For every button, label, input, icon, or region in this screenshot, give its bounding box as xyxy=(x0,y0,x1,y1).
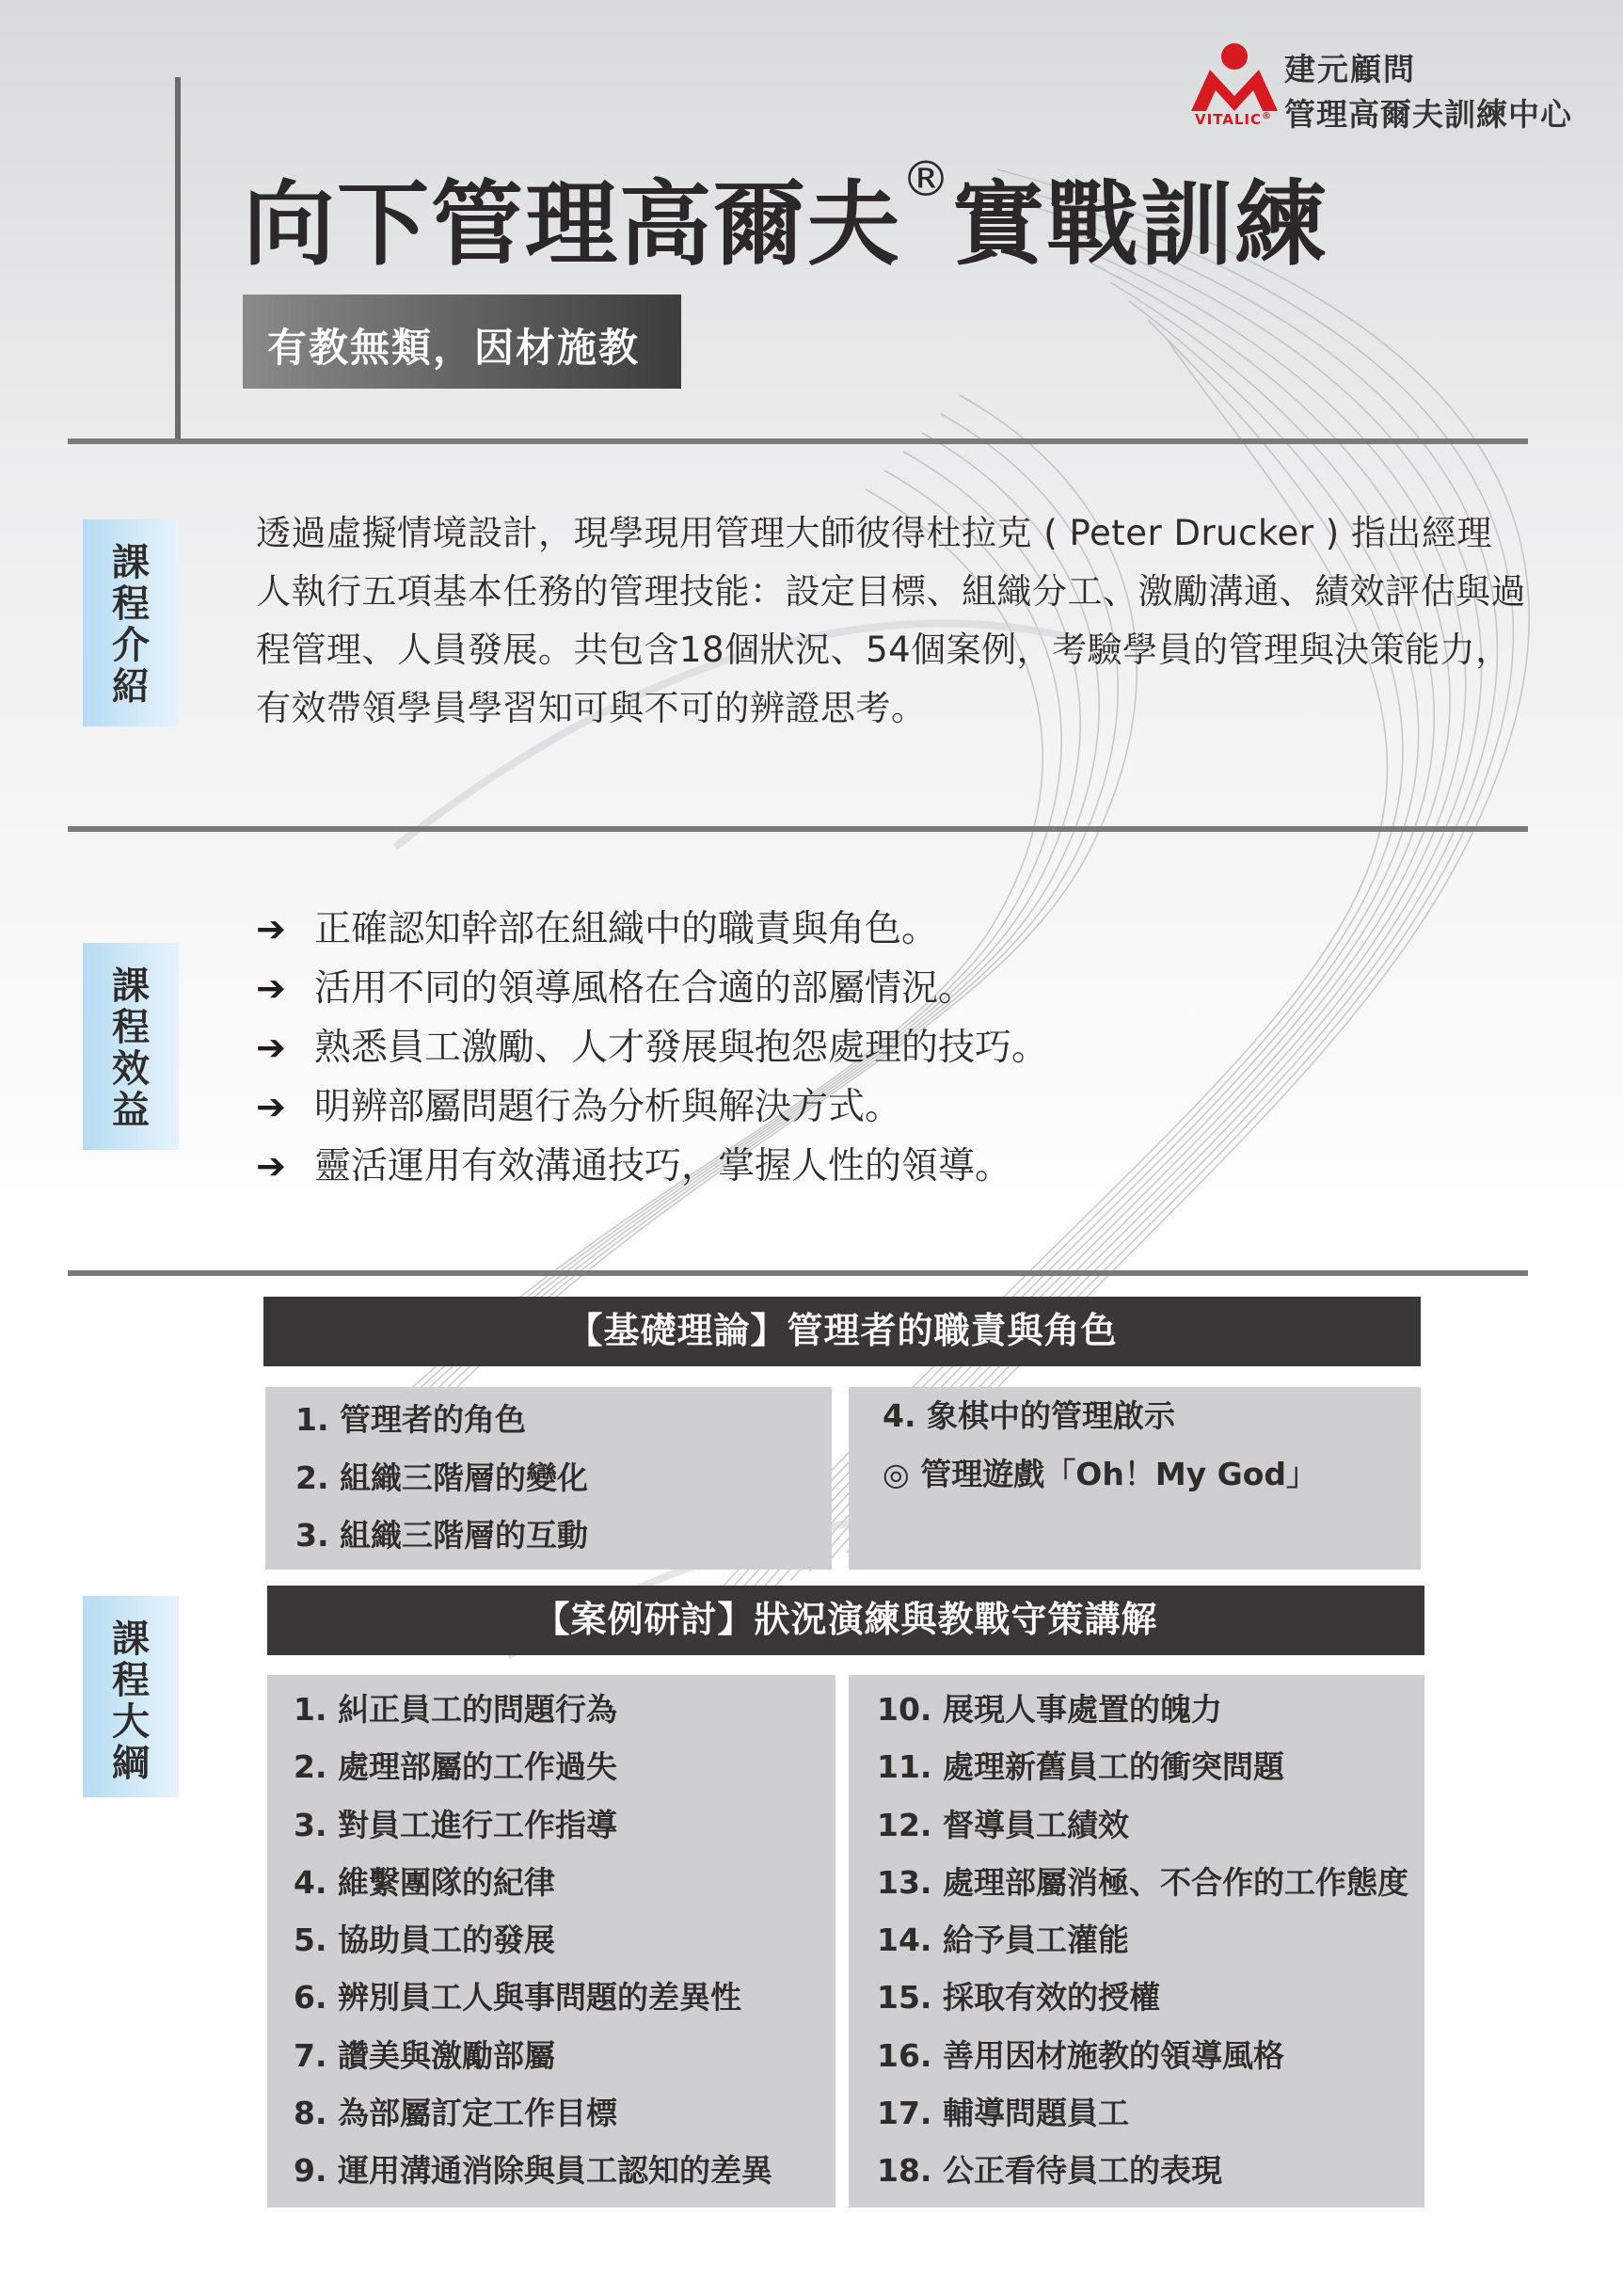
list-item: ➔ 正確認知幹部在組織中的職責與角色。 xyxy=(256,900,1048,959)
title-vertical-rule xyxy=(175,77,181,444)
list-item: 11. 處理新舊員工的衝突問題 xyxy=(877,1748,1284,1786)
list-item: 4. 象棋中的管理啟示 xyxy=(883,1397,1175,1434)
list-item: 3. 對員工進行工作指導 xyxy=(294,1806,617,1843)
benefits-list xyxy=(256,900,1048,1196)
subtitle-text: 有教無類，因材施教 xyxy=(267,325,641,371)
list-item: 6. 辨別員工人與事問題的差異性 xyxy=(294,1979,741,2017)
divider xyxy=(68,826,1528,832)
list-item: 18. 公正看待員工的表現 xyxy=(877,2152,1222,2190)
arrow-right-icon: ➔ xyxy=(256,1145,286,1187)
registered-mark: ® xyxy=(901,151,953,209)
list-item: ➔ 靈活運用有效溝通技巧，掌握人性的領導。 xyxy=(256,1137,1048,1196)
page-title: 向下管理高爾夫®實戰訓練 xyxy=(243,151,1329,279)
brand-center: 管理高爾夫訓練中心 xyxy=(1284,96,1572,133)
list-item: 4. 維繫團隊的紀律 xyxy=(294,1863,555,1901)
theory-right-box xyxy=(849,1387,1421,1570)
theory-left-box xyxy=(265,1387,832,1570)
cases-left-box xyxy=(267,1675,835,2208)
label-course-benefits: 課 程 效 益 xyxy=(83,943,179,1150)
cases-right-box xyxy=(849,1675,1424,2208)
list-item: ◎ 管理遊戲「Oh！My God」 xyxy=(883,1455,1318,1492)
list-item: ➔ 明辨部屬問題行為分析與解決方式。 xyxy=(256,1077,1048,1137)
arrow-right-icon: ➔ xyxy=(256,1086,286,1127)
list-item: ➔ 熟悉員工激勵、人才發展與抱怨處理的技巧。 xyxy=(256,1018,1048,1077)
list-item: 3. 組織三階層的互動 xyxy=(295,1517,588,1554)
list-item: 16. 善用因材施教的領導風格 xyxy=(877,2036,1284,2074)
list-item: 10. 展現人事處置的魄力 xyxy=(877,1691,1222,1728)
list-item: 2. 組織三階層的變化 xyxy=(295,1459,588,1496)
list-item: 17. 輔導問題員工 xyxy=(877,2095,1129,2132)
vitalic-logo-icon xyxy=(1187,41,1281,115)
label-course-outline: 課 程 大 綱 xyxy=(83,1596,179,1797)
list-item: 9. 運用溝通消除與員工認知的差異 xyxy=(294,2152,772,2190)
list-item: 12. 督導員工績效 xyxy=(877,1806,1129,1843)
arrow-right-icon: ➔ xyxy=(256,908,286,949)
divider xyxy=(68,1270,1528,1276)
subtitle-box xyxy=(243,295,681,389)
brand-block xyxy=(1284,47,1572,137)
list-item: 14. 給予員工灌能 xyxy=(877,1921,1129,1959)
logo-wordmark: VITALIC® xyxy=(1195,111,1273,128)
list-item: 8. 為部屬訂定工作目標 xyxy=(294,2095,617,2132)
list-item: ➔ 活用不同的領導風格在合適的部屬情況。 xyxy=(256,959,1048,1018)
list-item: 1. 管理者的角色 xyxy=(295,1401,526,1438)
label-course-intro: 課 程 介 紹 xyxy=(83,519,179,726)
arrow-right-icon: ➔ xyxy=(256,967,286,1009)
theory-heading: 【基礎理論】管理者的職責與角色 xyxy=(263,1297,1421,1366)
intro-paragraph: 透過虛擬情境設計，現學現用管理大師彼得杜拉克 ( Peter Drucker ) 指出經理人執行五項基本任務的管理技能：設定目標、組織分工、激勵溝通、績效評估與過程管理、人員發展。共包含18個狀況、54個案例，考驗學員的管理與決策能力，有效帶領學員學習知可與不可的辨證思考。 xyxy=(256,513,1526,728)
list-item: 7. 讚美與激勵部屬 xyxy=(294,2036,555,2074)
brand-name: 建元顧問 xyxy=(1284,51,1416,88)
list-item: 5. 協助員工的發展 xyxy=(294,1921,555,1959)
cases-heading: 【案例研討】狀況演練與教戰守策講解 xyxy=(267,1586,1424,1655)
list-item: 1. 糾正員工的問題行為 xyxy=(294,1691,617,1728)
list-item: 2. 處理部屬的工作過失 xyxy=(294,1748,617,1786)
divider xyxy=(68,438,1528,444)
list-item: 15. 採取有效的授權 xyxy=(877,1979,1160,2017)
list-item: 13. 處理部屬消極、不合作的工作態度 xyxy=(877,1863,1408,1901)
arrow-right-icon: ➔ xyxy=(256,1027,286,1068)
